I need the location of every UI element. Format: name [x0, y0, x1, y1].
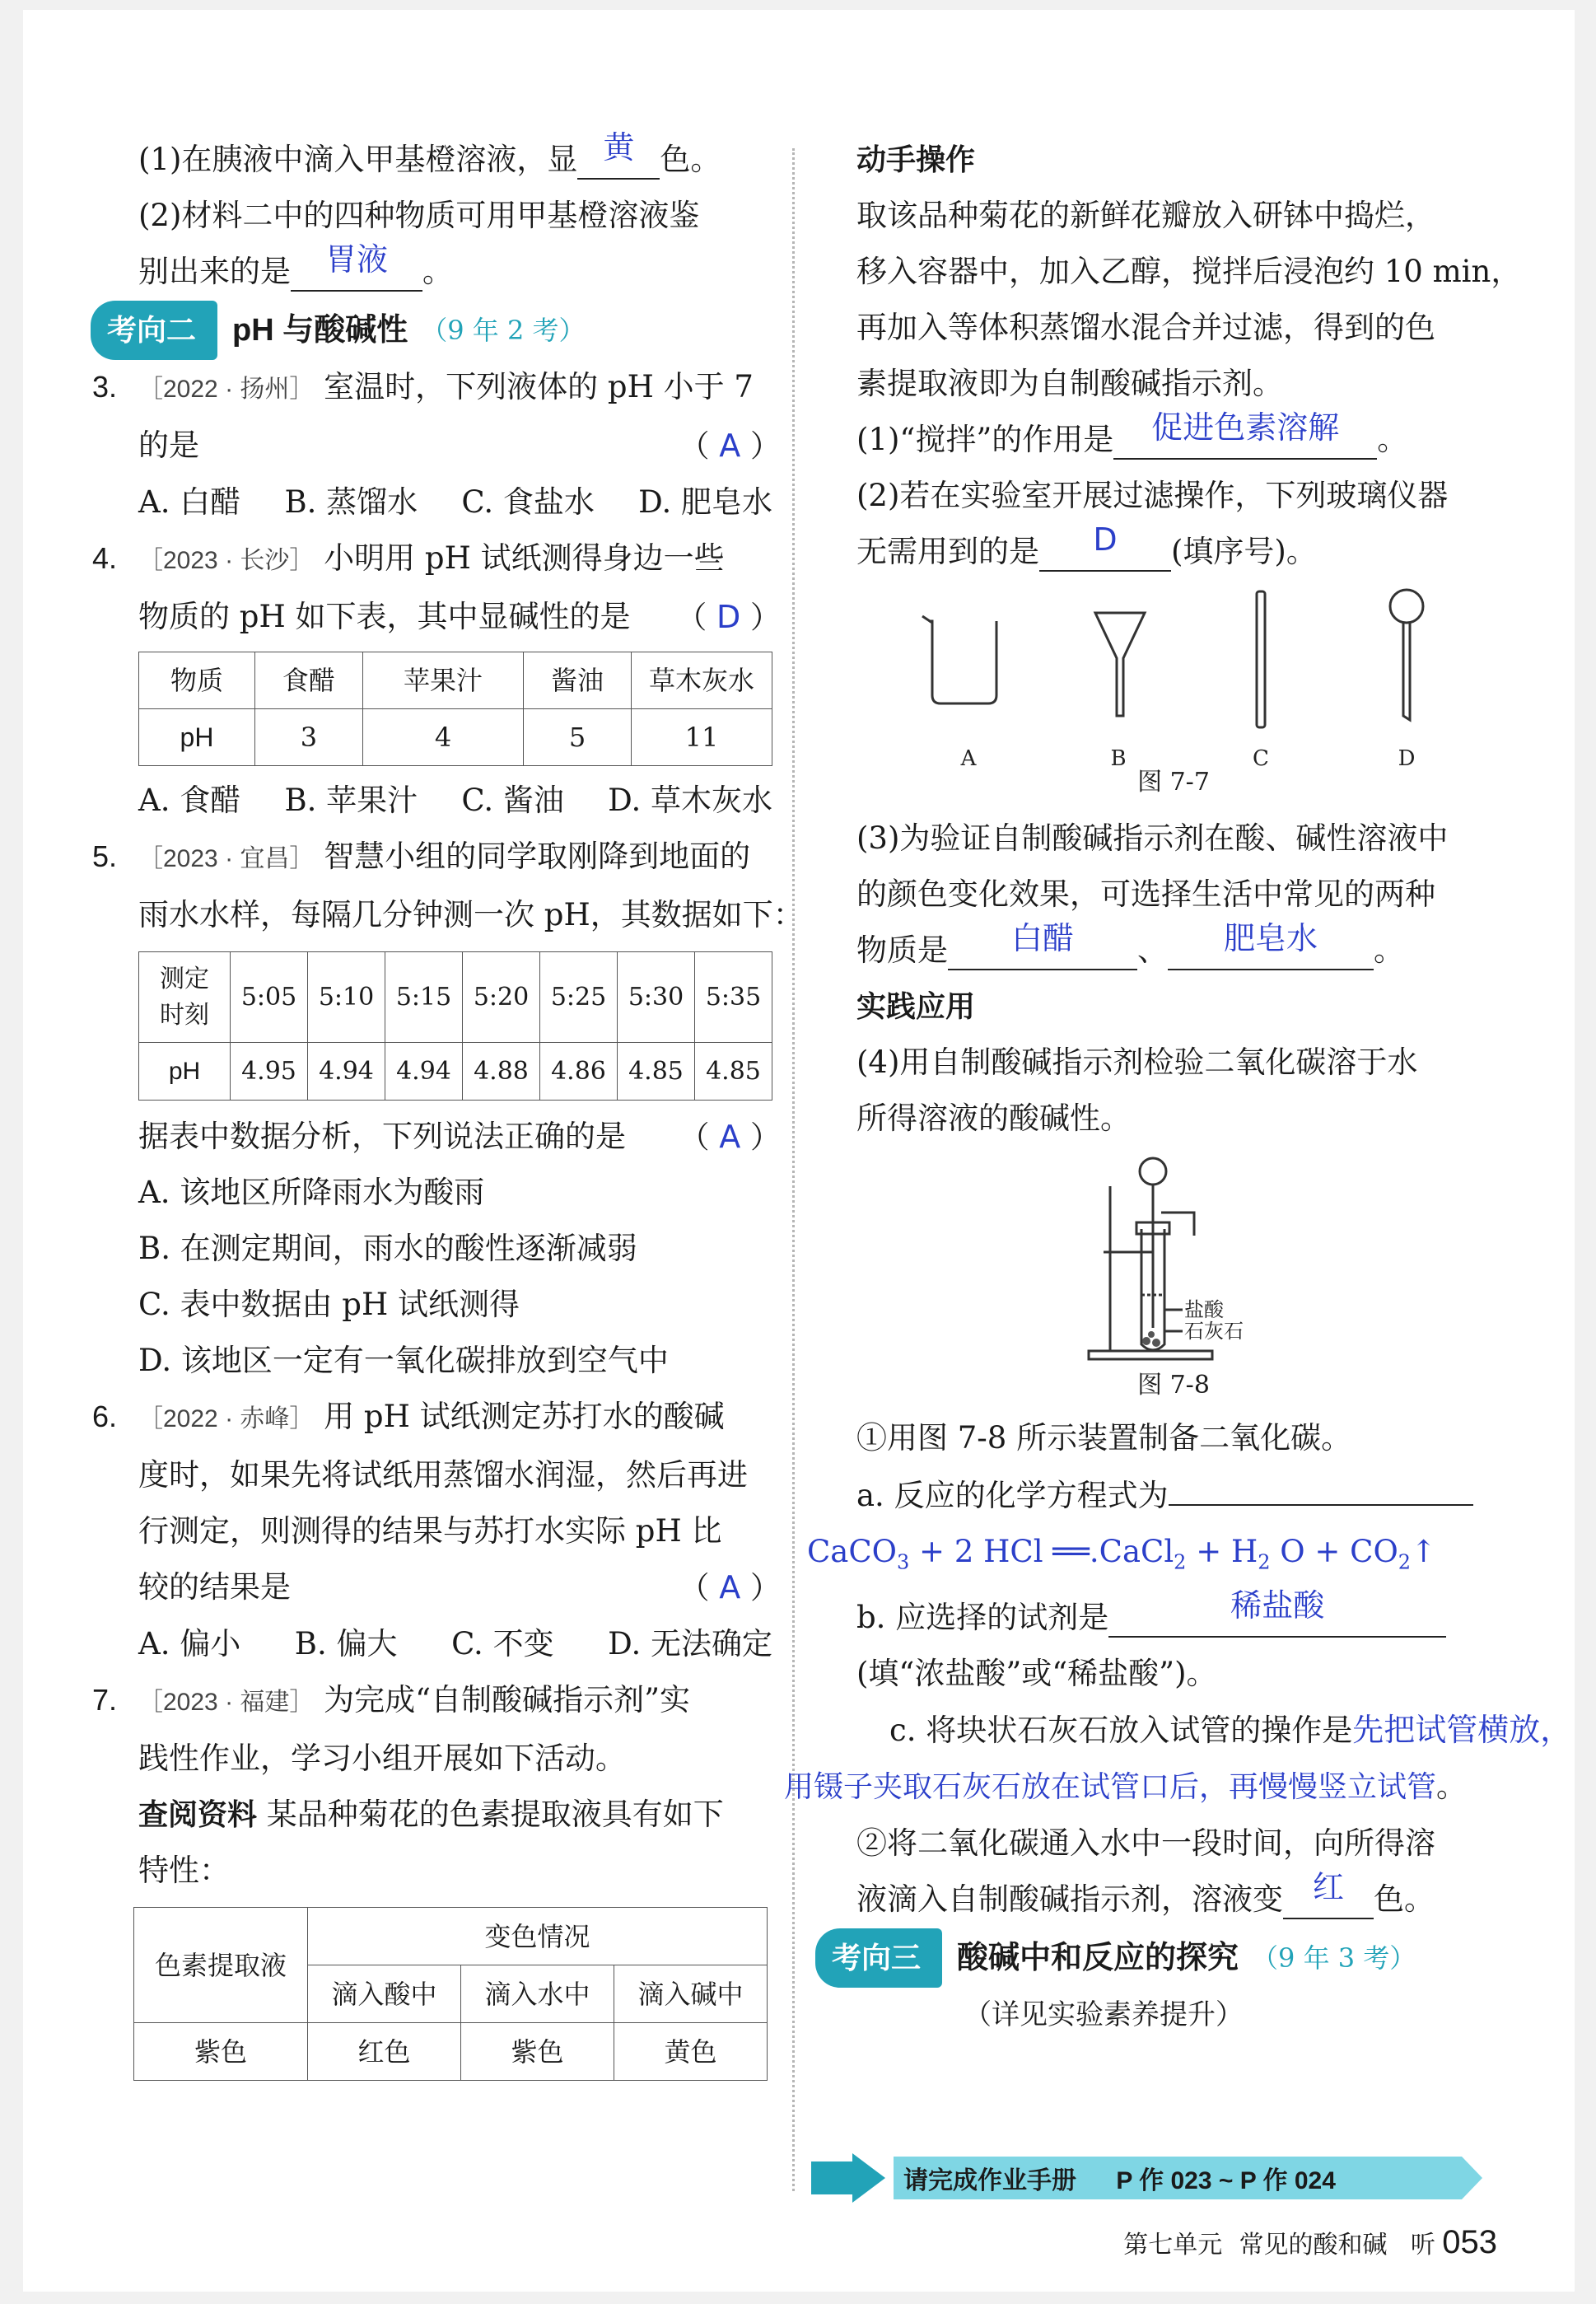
q6-stem-2: 度时，如果先将试纸用蒸馏水润湿，然后再进: [138, 1457, 748, 1493]
operation-text: 素提取液即为自制酸碱指示剂。: [856, 366, 1283, 401]
figure-label-b: B: [1110, 746, 1127, 769]
q4-options: [138, 773, 772, 829]
q5-question-text: 据表中数据分析，下列说法正确的是: [138, 1119, 626, 1154]
p3-blank-2[interactable]: [1168, 920, 1374, 970]
q2-2-line1: (2)材料二中的四种物质可用甲基橙溶液鉴: [138, 198, 700, 233]
page-number: 053: [1442, 2224, 1497, 2260]
q5-ph-cell: 4.88: [463, 1043, 540, 1101]
q5-ph-label: pH: [139, 1043, 231, 1101]
step-2-line2: [856, 1869, 1491, 1928]
q3-answer-paren[interactable]: [679, 418, 781, 474]
q5-ph-cell: 4.95: [231, 1043, 308, 1101]
q4-table-header: 酱油: [524, 652, 632, 709]
q5-table-header-2: 时刻: [160, 1001, 209, 1029]
q4-line2: [138, 589, 781, 645]
q7-table-group-header: 变色情况: [308, 1908, 768, 1965]
q4-table-cell: 3: [255, 709, 363, 766]
section-3-note: （9 年 3 考）: [1252, 1942, 1416, 1975]
section-2-title: pH 与酸碱性: [232, 313, 408, 348]
q5-ph-cell: 4.94: [385, 1043, 463, 1101]
p2-answer: D: [1093, 521, 1118, 558]
q3-option-a[interactable]: A. 白醋: [138, 484, 241, 520]
q6-option-b[interactable]: B. 偏大: [294, 1626, 398, 1661]
section-3-header: [815, 1931, 1491, 1985]
step-c-answer-1[interactable]: 先把试管横放，: [1352, 1712, 1572, 1749]
p1-blank[interactable]: [1113, 409, 1377, 460]
figure-label-c: C: [1253, 746, 1269, 769]
q2-1-answer: 黄: [603, 129, 635, 166]
step-b-text: b. 应选择的试剂是: [856, 1600, 1109, 1636]
q5-time-cell: 5:35: [695, 952, 772, 1043]
q4-table-header: 草木灰水: [632, 652, 772, 709]
eq-caco3: CaCO: [807, 1534, 898, 1569]
q4-option-b[interactable]: B. 苹果汁: [284, 783, 418, 818]
q4-stem-2: 物质的 pH 如下表，其中显碱性的是: [138, 599, 631, 634]
q6-number: 6.: [92, 1400, 118, 1433]
banner-text: [903, 2160, 1336, 2196]
q2-1-post: 色。: [660, 142, 721, 177]
co2-apparatus-illustration: [856, 1147, 1491, 1377]
q3-options: [138, 474, 772, 530]
delivery-tube: [1161, 1213, 1194, 1236]
figure-7-7-caption: 图 7-7: [1137, 768, 1210, 797]
step-2-blank[interactable]: [1283, 1869, 1374, 1919]
q3-option-d[interactable]: D. 肥皂水: [638, 484, 772, 520]
eq-o-co: O + CO: [1270, 1534, 1398, 1569]
p3-answer-2: 肥皂水: [1223, 920, 1318, 956]
section-2-note: （9 年 2 考）: [421, 315, 586, 346]
step-a: [856, 1466, 1491, 1524]
q5-ph-cell: 4.85: [695, 1043, 772, 1101]
q4-table-header: 物质: [139, 652, 255, 709]
q2-1: [138, 129, 781, 188]
q3-option-c[interactable]: C. 食盐水: [461, 484, 595, 520]
q7-table-cell: 黄色: [614, 2023, 768, 2081]
chemical-equation[interactable]: [807, 1524, 1491, 1590]
p3-line1: (3)为验证自制酸碱指示剂在酸、碱性溶液中: [856, 820, 1449, 856]
q7-info-label: 查阅资料: [138, 1797, 258, 1831]
q4-option-a[interactable]: A. 食醋: [138, 783, 241, 818]
q3-line2: [138, 418, 781, 474]
p1-text: (1)“搅拌”的作用是: [856, 422, 1114, 457]
eq-sub: 2: [1258, 1550, 1271, 1574]
q4-table-cell: pH: [139, 709, 255, 766]
step-2-answer: 红: [1312, 1869, 1344, 1906]
section-3-title: 酸碱中和反应的探究: [957, 1941, 1239, 1976]
q2-1-blank[interactable]: [577, 129, 660, 180]
eq-sub: 3: [897, 1550, 910, 1574]
step-c-text: c. 将块状石灰石放入试管的操作是: [889, 1713, 1353, 1749]
q7-table-cell: 紫色: [461, 2023, 614, 2081]
q5-option-d[interactable]: D. 该地区一定有一氧化碳排放到空气中: [138, 1343, 669, 1378]
q7-info-text: 某品种菊花的色素提取液具有如下: [266, 1797, 724, 1832]
banner-range: P 作 023 ~ P 作 024: [1116, 2167, 1336, 2194]
label-hydrochloric-acid: 盐酸: [1184, 1298, 1224, 1321]
limestone-piece: [1142, 1337, 1150, 1345]
q5-table-header-1: 测定: [160, 965, 209, 993]
q4-table-cell: 11: [632, 709, 772, 766]
q5-time-cell: 5:10: [308, 952, 385, 1043]
q6-line1: [92, 1389, 781, 1447]
step-1-text: ①用图 7-8 所示装置制备二氧化碳。: [856, 1420, 1352, 1456]
eq-h: + H: [1186, 1534, 1258, 1569]
p1: [856, 409, 1491, 468]
p2-blank[interactable]: [1039, 521, 1171, 572]
q7-table-cell: 紫色: [134, 2023, 308, 2081]
q5-number: 5.: [92, 839, 118, 873]
q5-time-cell: 5:15: [385, 952, 463, 1043]
q6-options: [138, 1616, 772, 1672]
q5-time-cell: 5:20: [463, 952, 540, 1043]
q7-stem-2: 践性作业，学习小组开展如下活动。: [138, 1741, 626, 1776]
eq-sub: 2: [1174, 1550, 1187, 1574]
p3-line3: [856, 920, 1491, 979]
q4-number: 4.: [92, 541, 118, 575]
figure-7-7: [856, 580, 1491, 811]
glassware-illustration: [856, 580, 1491, 769]
arrow-icon: [811, 2153, 885, 2203]
q7-stem: 为完成“自制酸碱指示剂”实: [324, 1682, 691, 1717]
q4-stem: 小明用 pH 试纸测得身边一些: [324, 540, 725, 576]
q2-2-line2: [138, 241, 781, 300]
q5-ph-cell: 4.85: [618, 1043, 695, 1101]
funnel-icon: [1095, 613, 1145, 716]
p2-post: (填序号)。: [1171, 534, 1317, 569]
step-c-2: [784, 1759, 1491, 1816]
dropper-bulb: [1390, 590, 1423, 623]
funnel-bulb: [1140, 1158, 1166, 1185]
step-a-text: a. 反应的化学方程式为: [856, 1478, 1169, 1513]
q5-ph-cell: 4.94: [308, 1043, 385, 1101]
q4-answer-paren[interactable]: （ D ）: [676, 599, 781, 635]
eq-gas-arrow: ↑: [1411, 1534, 1437, 1569]
q3-answer: A: [719, 428, 741, 464]
q5-option-b[interactable]: B. 在测定期间，雨水的酸性逐渐减弱: [138, 1231, 637, 1266]
step-b-note: (填“浓盐酸”或“稀盐酸”)。: [856, 1656, 1217, 1692]
q5-source: ［2023 · 宜昌］: [138, 845, 315, 872]
operation-text: 移入容器中，加入乙醇，搅拌后浸泡约 10 min，: [856, 254, 1522, 289]
q6-stem-4: 较的结果是: [138, 1569, 291, 1605]
q6-source: ［2022 · 赤峰］: [138, 1405, 315, 1432]
q6-option-a[interactable]: A. 偏小: [138, 1626, 241, 1661]
operation-text: 取该品种菊花的新鲜花瓣放入研钵中捣烂，: [856, 198, 1435, 233]
q6-stem-3: 行测定，则测得的结果与苏打水实际 pH 比: [138, 1513, 722, 1549]
q7-table-cell: 红色: [308, 2023, 461, 2081]
q3-option-b[interactable]: B. 蒸馏水: [284, 484, 418, 520]
q3-source: ［2022 · 扬州］: [138, 376, 315, 403]
q6-answer-paren[interactable]: （ A ）: [679, 1569, 781, 1605]
page-footer: [1123, 2224, 1497, 2261]
eq-cacl: CaCl: [1099, 1534, 1174, 1569]
q5-table-header: [139, 952, 231, 1043]
step-b-blank[interactable]: [1108, 1587, 1446, 1638]
step-c-answer-2[interactable]: 用镊子夹取石灰石放在试管口后，再慢慢竖立试管: [784, 1770, 1437, 1805]
q4-source: ［2023 · 长沙］: [138, 547, 315, 574]
q7-info: [138, 1787, 781, 1843]
section-3-tag: 考向三: [815, 1928, 942, 1988]
q3-paren-left: （: [679, 428, 710, 464]
q6-line4: [138, 1559, 781, 1615]
q5-stem: 智慧小组的同学取刚降到地面的: [324, 839, 751, 874]
q3-number: 3.: [92, 370, 118, 404]
equation-blank[interactable]: [1169, 1466, 1473, 1506]
q3-paren-right: ）: [750, 428, 781, 464]
q5-time-cell: 5:25: [540, 952, 618, 1043]
p3-post: 。: [1374, 932, 1404, 968]
p4-line1: (4)用自制酸碱指示剂检验二氧化碳溶于水: [856, 1045, 1418, 1080]
left-column: [92, 129, 804, 2081]
stand-base: [1089, 1351, 1212, 1359]
right-column: [784, 132, 1572, 2043]
step-c: [856, 1702, 1572, 1759]
application-heading: 实践应用: [856, 989, 976, 1023]
q5-line1: [92, 829, 781, 887]
section-3-detail: （详见实验素养提升）: [964, 1998, 1244, 2032]
eq-equals: ══: [1052, 1534, 1090, 1569]
q4-answer: D: [716, 599, 741, 635]
q6-answer: A: [719, 1569, 741, 1605]
q6-option-d[interactable]: D. 无法确定: [608, 1626, 772, 1661]
step-b: [856, 1587, 1491, 1646]
q7-table-header: 色素提取液: [134, 1908, 308, 2023]
q7-number: 7.: [92, 1683, 118, 1717]
p1-post: 。: [1377, 422, 1408, 457]
banner-label: 请完成作业手册: [903, 2167, 1076, 2194]
limestone-piece: [1148, 1331, 1155, 1338]
q6-stem: 用 pH 试纸测定苏打水的酸碱: [324, 1399, 725, 1434]
q4-table-cell: 5: [524, 709, 632, 766]
q4-table-cell: 4: [362, 709, 523, 766]
q5-time-cell: 5:30: [618, 952, 695, 1043]
q3-stem-2: 的是: [138, 428, 199, 463]
page-prefix: 听: [1410, 2232, 1435, 2259]
q2-2-answer: 胃液: [324, 241, 388, 278]
p4-line2: 所得溶液的酸碱性。: [856, 1101, 1131, 1136]
p2-line1: (2)若在实验室开展过滤操作，下列玻璃仪器: [856, 478, 1449, 513]
q4-option-c[interactable]: C. 酱油: [461, 783, 564, 818]
homework-banner[interactable]: [811, 2153, 1486, 2203]
q7-table-subheader: 滴入碱中: [614, 1965, 768, 2023]
q5-option-a[interactable]: A. 该地区所降雨水为酸雨: [138, 1175, 485, 1210]
q7-table-subheader: 滴入酸中: [308, 1965, 461, 2023]
beaker-lip: [922, 616, 932, 623]
q3-stem: 室温时，下列液体的 pH 小于 7: [324, 369, 754, 404]
q7-table: [133, 1907, 768, 2081]
q2-1-text: (1)在胰液中滴入甲基橙溶液，显: [138, 142, 578, 177]
glass-rod-icon: [1257, 591, 1265, 727]
step-2-line1: ②将二氧化碳通入水中一段时间，向所得溶: [856, 1825, 1435, 1862]
p3-blank-1[interactable]: [948, 920, 1137, 970]
operation-heading: 动手操作: [856, 143, 976, 176]
q4-option-d[interactable]: D. 草木灰水: [608, 783, 772, 818]
q2-2-blank[interactable]: [291, 241, 422, 292]
figure-7-8-caption: 图 7-8: [1137, 1371, 1210, 1400]
q5-ph-cell: 4.86: [540, 1043, 618, 1101]
q3-line1: [92, 359, 781, 418]
q7-source: ［2023 · 福建］: [138, 1689, 315, 1716]
p3-line2: 的颜色变化效果，可选择生活中常见的两种: [856, 876, 1435, 912]
step-2-text: 液滴入自制酸碱指示剂，溶液变: [856, 1881, 1283, 1918]
p2-line2: [856, 521, 1491, 580]
q6-option-c[interactable]: C. 不变: [451, 1626, 554, 1661]
q7-table-subheader: 滴入水中: [461, 1965, 614, 2023]
step-b-answer: 稀盐酸: [1230, 1587, 1325, 1624]
q5-question: [138, 1109, 781, 1165]
q5-option-c[interactable]: C. 表中数据由 pH 试纸测得: [138, 1287, 520, 1322]
p2-text: 无需用到的是: [856, 534, 1039, 569]
q7-info-text-2: 特性：: [138, 1853, 230, 1888]
limestone-piece: [1152, 1339, 1160, 1347]
q4-line1: [92, 530, 781, 589]
eq-hcl: + 2 HCl: [909, 1534, 1043, 1569]
chapter-label: 常见的酸和碱: [1239, 2232, 1388, 2259]
step-c-post: 。: [1436, 1769, 1468, 1805]
q5-table: [138, 951, 772, 1101]
q4-table: [138, 652, 772, 766]
p3-separator: 、: [1137, 932, 1168, 968]
operation-text: 再加入等体积蒸馏水混合并过滤，得到的色: [856, 310, 1435, 345]
unit-label: 第七单元: [1123, 2232, 1223, 2259]
q5-stem-2: 雨水水样，每隔几分钟测一次 pH，其数据如下：: [138, 897, 804, 932]
p3-answer-1: 白醋: [1010, 920, 1074, 956]
figure-label-a: A: [960, 746, 977, 769]
step-2-post: 色。: [1374, 1881, 1435, 1918]
section-2-tag: 考向二: [91, 301, 217, 360]
q2-2-text: 别出来的是: [138, 254, 291, 289]
q4-table-header: 食醋: [255, 652, 363, 709]
figure-label-d: D: [1398, 746, 1416, 769]
beaker-icon: [929, 621, 996, 703]
figure-7-8: [856, 1147, 1491, 1410]
q5-time-cell: 5:05: [231, 952, 308, 1043]
p3-text: 物质是: [856, 932, 948, 968]
q4-table-header: 苹果汁: [362, 652, 523, 709]
eq-dot: .: [1089, 1534, 1099, 1569]
q2-2-post: 。: [422, 254, 453, 289]
q5-answer: A: [719, 1119, 741, 1155]
dropper-icon: [1403, 623, 1410, 720]
eq-sub: 2: [1398, 1550, 1412, 1574]
column-divider: [792, 148, 795, 2191]
label-limestone: 石灰石: [1184, 1320, 1244, 1343]
p1-answer: 促进色素溶解: [1151, 409, 1340, 446]
q5-answer-paren[interactable]: （ A ）: [679, 1119, 781, 1155]
section-2-header: [91, 303, 781, 358]
q7-line1: [92, 1672, 781, 1731]
